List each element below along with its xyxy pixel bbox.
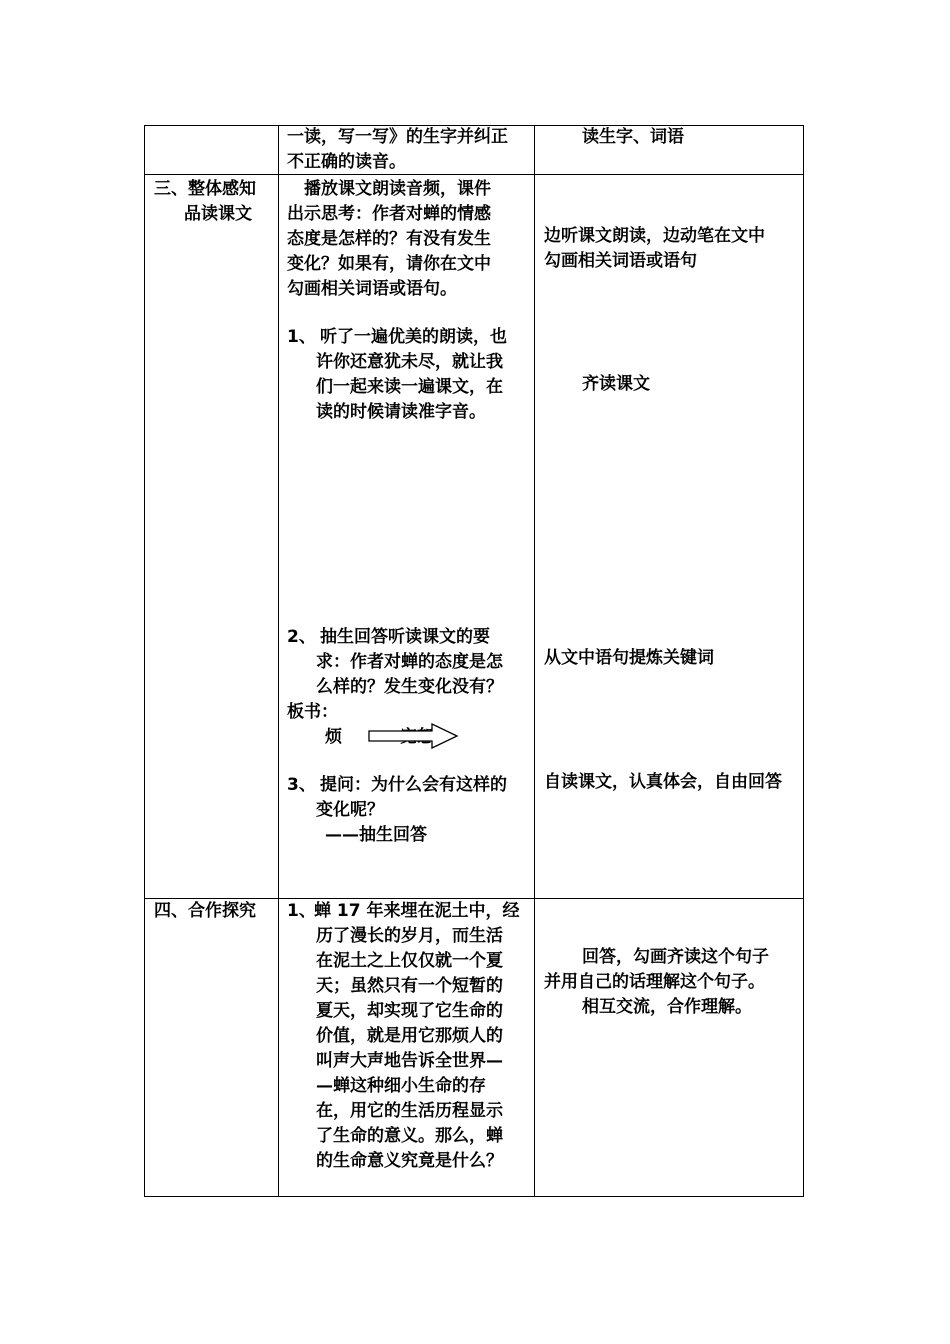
row3-item-line-7: 叫声大声地告诉全世界— bbox=[316, 1051, 503, 1071]
student-activity-3: 从文中语句提炼关键词 bbox=[544, 648, 714, 668]
item3-line-2: 变化呢？ bbox=[316, 800, 384, 820]
item3-answer: ——抽生回答 bbox=[325, 825, 427, 845]
intro-line-5: 勾画相关词语或语句。 bbox=[287, 279, 457, 299]
row3-student-line-3: 相互交流，合作理解。 bbox=[582, 997, 752, 1017]
board-left-word: 烦 bbox=[325, 727, 342, 747]
board-label: 板书： bbox=[287, 702, 338, 722]
intro-line-4: 变化？如果有，请你在文中 bbox=[287, 254, 491, 274]
item2-line-3: 么样的？发生变化没有？ bbox=[316, 677, 503, 697]
row3-item-line-3: 在泥土之上仅仅就一个夏 bbox=[316, 951, 503, 971]
item1-line-4: 读的时候请读准字音。 bbox=[316, 402, 486, 422]
row3-item-line-5: 夏天，却实现了它生命的 bbox=[316, 1001, 503, 1021]
item1-number: 1、 bbox=[287, 327, 316, 347]
row3-item-line-1: 蝉 17 年来埋在泥土中，经 bbox=[314, 901, 520, 921]
intro-line-1: 播放课文朗读音频，课件 bbox=[304, 179, 491, 199]
section-4-title: 四、合作探究 bbox=[154, 901, 256, 921]
intro-line-2: 出示思考：作者对蝉的情感 bbox=[287, 204, 491, 224]
row3-item-line-10: 了生命的意义。那么，蝉 bbox=[316, 1126, 503, 1146]
item1-line-1: 听了一遍优美的朗读，也 bbox=[320, 327, 507, 347]
item2-number: 2、 bbox=[287, 627, 316, 647]
row3-item-line-6: 价值，就是用它那烦人的 bbox=[316, 1026, 503, 1046]
row1-teacher-line-1: 一读，写一写》的生字并纠正 bbox=[287, 127, 508, 147]
row1-teacher-line-2: 不正确的读音。 bbox=[287, 152, 406, 172]
row3-item-line-2: 历了漫长的岁月，而生活 bbox=[316, 926, 503, 946]
row3-item-line-4: 天；虽然只有一个短暂的 bbox=[316, 976, 503, 996]
intro-line-3: 态度是怎样的？有没有发生 bbox=[287, 229, 491, 249]
right-arrow-icon bbox=[368, 723, 460, 749]
item1-line-3: 们一起来读一遍课文，在 bbox=[316, 377, 503, 397]
item2-line-2: 求：作者对蝉的态度是怎 bbox=[316, 652, 503, 672]
row3-item-number: 1、 bbox=[287, 901, 316, 921]
item1-line-2: 许你还意犹未尽，就让我 bbox=[316, 352, 503, 372]
column-divider-2 bbox=[534, 126, 535, 1196]
student-activity-2: 齐读课文 bbox=[582, 374, 650, 394]
student-activity-4: 自读课文，认真体会，自由回答 bbox=[544, 772, 782, 792]
section-3-title-line-1: 三、整体感知 bbox=[154, 179, 256, 199]
row3-item-line-8: —蝉这种细小生命的存 bbox=[316, 1076, 486, 1096]
item3-number: 3、 bbox=[287, 775, 316, 795]
row3-item-line-9: 在，用它的生活历程显示 bbox=[316, 1101, 503, 1121]
item2-line-1: 抽生回答听读课文的要 bbox=[320, 627, 490, 647]
row1-student-activity: 读生字、词语 bbox=[582, 127, 684, 147]
section-3-title-line-2: 品读课文 bbox=[184, 204, 252, 224]
row3-student-line-1: 回答，勾画齐读这个句子 bbox=[582, 947, 769, 967]
item3-line-1: 提问：为什么会有这样的 bbox=[320, 775, 507, 795]
student-activity-1-line-2: 勾画相关词语或语句 bbox=[544, 251, 697, 271]
column-divider-1 bbox=[278, 126, 279, 1196]
row3-item-line-11: 的生命意义究竟是什么？ bbox=[316, 1151, 503, 1171]
student-activity-1-line-1: 边听课文朗读，边动笔在文中 bbox=[544, 226, 765, 246]
row3-student-line-2: 并用自己的话理解这个句子。 bbox=[544, 972, 765, 992]
row-divider-1 bbox=[145, 174, 803, 175]
